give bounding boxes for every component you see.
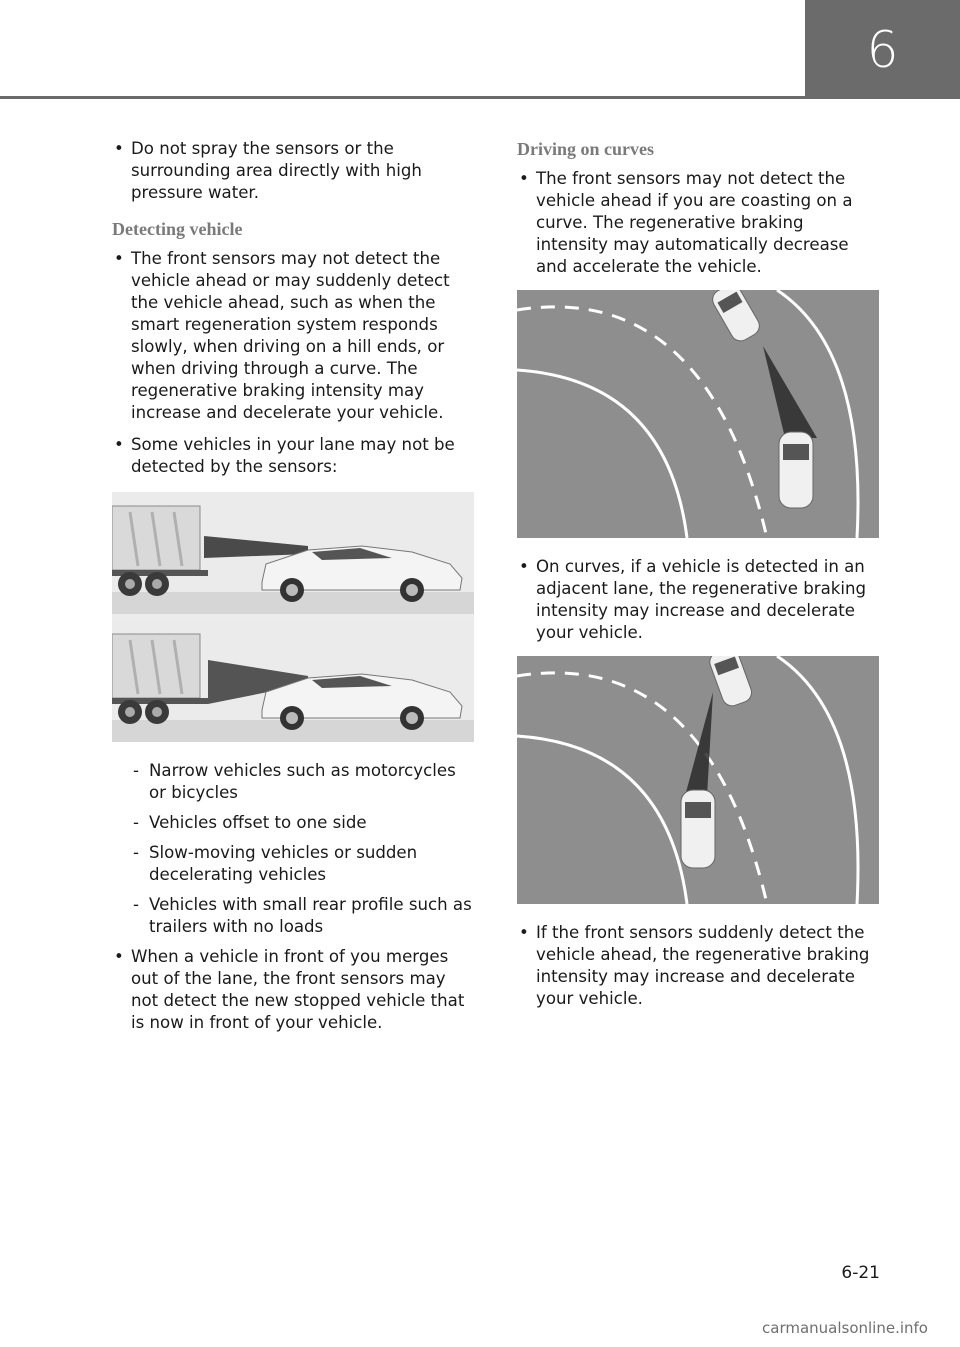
bullet-icon: • — [519, 169, 529, 188]
page-number: 6-21 — [841, 1263, 880, 1283]
sub-item — [112, 760, 474, 804]
dash-icon: - — [133, 843, 139, 862]
header-rule — [0, 96, 805, 99]
bullet-item — [112, 138, 474, 204]
right-column — [517, 138, 879, 1020]
bullet-text: The front sensors may not detect the vehicle ahead or may suddenly detect the vehicle ahead, such as when the smart regeneration system responds slowly, when driving on a hill ends, or when driving through a curve. The regenerative braking intensity may increase and decelerate your vehicle. — [131, 249, 450, 422]
adjacent-lane-illustration — [517, 656, 879, 904]
dash-icon: - — [133, 813, 139, 832]
bullet-item — [112, 434, 474, 478]
section-heading-detecting-vehicle: Detecting vehicle — [112, 219, 243, 239]
bullet-text: The front sensors may not detect the vehicle ahead if you are coasting on a curve. The regenerative braking intensity may automatically decrease and accelerate the vehicle. — [536, 169, 853, 276]
sub-text: Vehicles with small rear profile such as trailers with no loads — [149, 895, 472, 936]
bullet-text: Some vehicles in your lane may not be detected by the sensors: — [131, 435, 455, 476]
sub-text: Narrow vehicles such as motorcycles or bicycles — [149, 761, 456, 802]
bullet-icon: • — [114, 139, 124, 158]
sub-item — [112, 894, 474, 938]
chapter-tab — [805, 0, 960, 99]
chapter-number: 6 — [866, 20, 899, 79]
dash-icon: - — [133, 895, 139, 914]
bullet-icon: • — [519, 923, 529, 942]
bullet-icon: • — [114, 947, 124, 966]
bullet-item — [517, 168, 879, 278]
truck-detection-illustration — [112, 492, 474, 742]
dash-icon: - — [133, 761, 139, 780]
bullet-item — [112, 248, 474, 424]
bullet-item — [517, 556, 879, 644]
bullet-icon: • — [519, 557, 529, 576]
bullet-icon: • — [114, 249, 124, 268]
sub-text: Slow-moving vehicles or sudden decelerating vehicles — [149, 843, 418, 884]
watermark[interactable]: carmanualsonline.info — [762, 1319, 928, 1337]
bullet-item — [517, 922, 879, 1010]
sub-item — [112, 812, 474, 834]
sub-item — [112, 842, 474, 886]
left-column — [112, 138, 474, 1044]
sub-text: Vehicles offset to one side — [149, 813, 367, 832]
bullet-text: On curves, if a vehicle is detected in an adjacent lane, the regenerative braking intensity may increase and decelerate your vehicle. — [536, 557, 867, 642]
curve-coasting-illustration — [517, 290, 879, 538]
bullet-text: If the front sensors suddenly detect the vehicle ahead, the regenerative braking intensity may increase and decelerate your vehicle. — [536, 923, 870, 1008]
bullet-item — [112, 946, 474, 1034]
bullet-text: Do not spray the sensors or the surrounding area directly with high pressure water. — [131, 139, 422, 202]
bullet-text: When a vehicle in front of you merges out of the lane, the front sensors may not detect the new stopped vehicle that is now in front of your vehicle. — [131, 947, 465, 1032]
section-heading-driving-on-curves: Driving on curves — [517, 139, 654, 159]
bullet-icon: • — [114, 435, 124, 454]
